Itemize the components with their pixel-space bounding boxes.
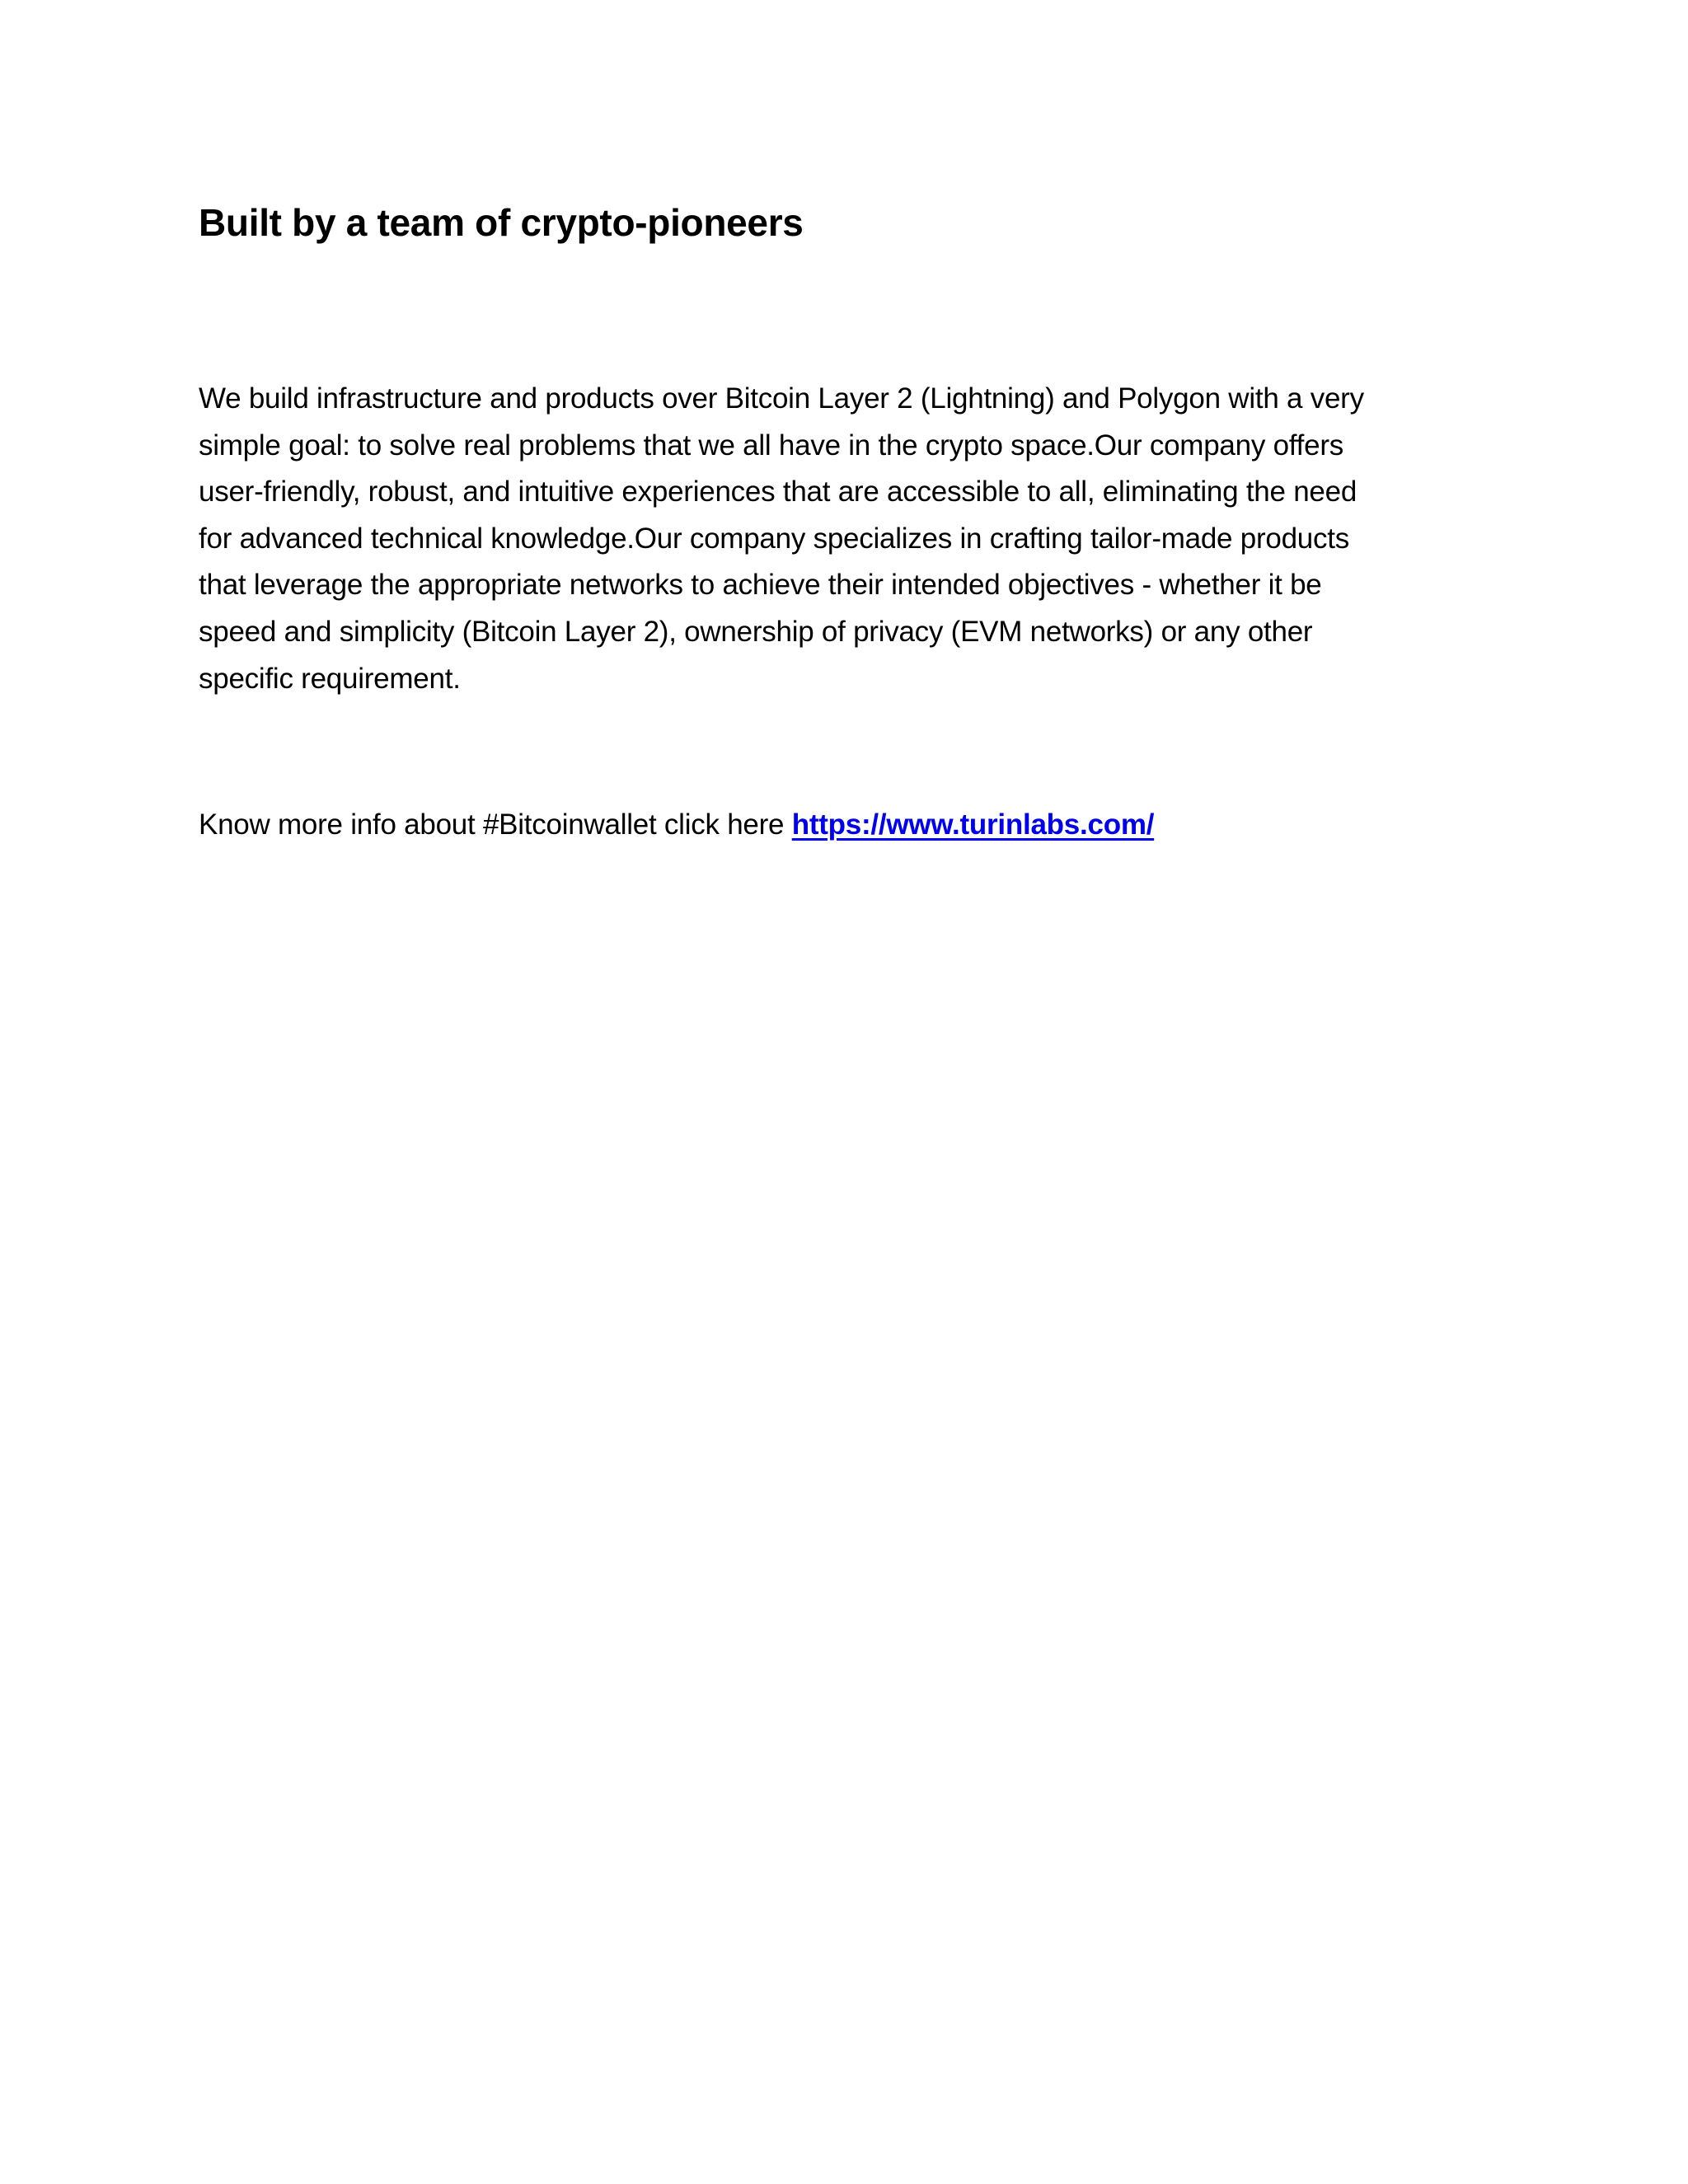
body-line: user-friendly, robust, and intuitive experiences that are accessible to all, eliminating the need: [199, 476, 1357, 509]
website-link[interactable]: https://www.turinlabs.com/: [791, 808, 1155, 841]
body-line: We build infrastructure and products over Bitcoin Layer 2 (Lightning) and Polygon with a very: [199, 382, 1364, 415]
page-heading: Built by a team of crypto-pioneers: [199, 201, 804, 244]
body-line: specific requirement.: [199, 662, 461, 695]
body-line: that leverage the appropriate networks to achieve their intended objectives - whether it be: [199, 569, 1322, 602]
info-text: Know more info about #Bitcoinwallet click here: [199, 808, 792, 841]
body-line: for advanced technical knowledge.Our company specializes in crafting tailor-made products: [199, 522, 1349, 555]
body-line: speed and simplicity (Bitcoin Layer 2), ownership of privacy (EVM networks) or any other: [199, 615, 1313, 648]
info-paragraph: [199, 802, 1154, 848]
body-line: simple goal: to solve real problems that we all have in the crypto space.Our company offers: [199, 429, 1343, 462]
body-paragraph: [199, 376, 1501, 702]
